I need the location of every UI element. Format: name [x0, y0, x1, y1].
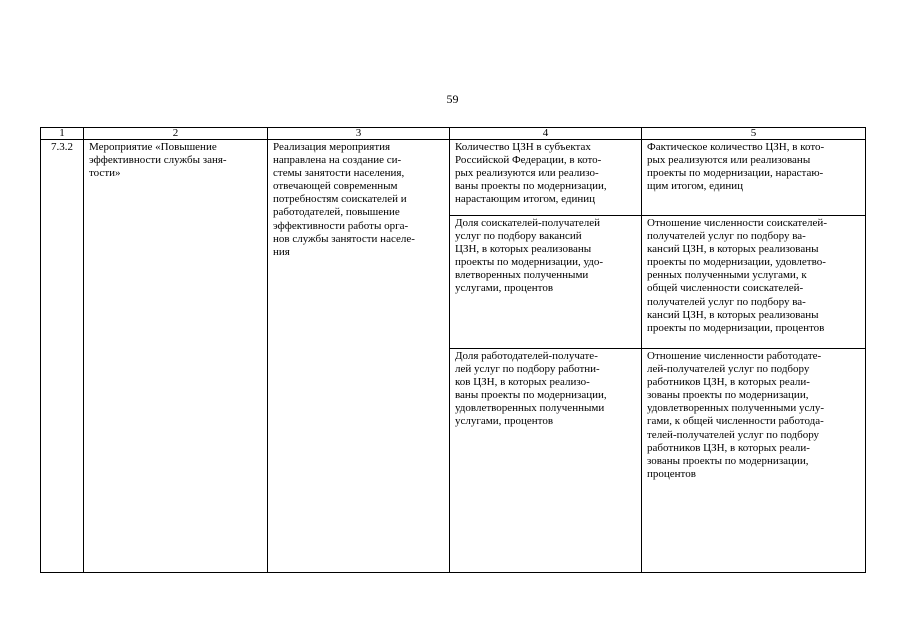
text-line: рых реализуются или реализо- — [455, 167, 599, 180]
table-header-row — [41, 128, 866, 140]
text-line: работников ЦЗН, в которых реали- — [647, 376, 810, 389]
text-line: эффективности работы орга- — [273, 219, 409, 232]
text-line: Реализация мероприятия — [273, 141, 391, 153]
text-line: процентов — [647, 467, 696, 480]
indicator-name-cell — [450, 216, 642, 349]
text-line: Отношение численности соискателей- — [647, 217, 827, 229]
text-line: общей численности соискателей- — [647, 282, 804, 295]
text-line: Доля работодателей-получате- — [455, 350, 598, 362]
text-line: услугами, процентов — [455, 415, 554, 428]
text-line: проекты по модернизации, удовлетво- — [647, 256, 826, 269]
text-line: кансий ЦЗН, в которых реализованы — [647, 308, 819, 321]
text-line: работодателей, повышение — [273, 206, 400, 219]
text-line: направлена на создание си- — [273, 154, 402, 167]
text-line: удовлетворенных полученными — [455, 402, 605, 415]
text-line: проекты по модернизации, удо- — [455, 256, 604, 269]
text-line: влетворенных полученными — [455, 269, 589, 282]
table-row — [41, 140, 866, 216]
text-line: ренных полученными услугами, к — [647, 269, 807, 282]
text-line: нов службы занятости населе- — [273, 232, 415, 245]
text-line: кансий ЦЗН, в которых реализованы — [647, 243, 819, 256]
text-line: рых реализуются или реализованы — [647, 154, 811, 167]
item-number-cell: 7.3.2 — [41, 140, 84, 573]
activity-name-cell — [84, 140, 268, 573]
text-line: нарастающим итогом, единиц — [455, 193, 596, 206]
text-line: получателей услуг по подбору ва- — [647, 230, 806, 243]
column-header: 4 — [450, 128, 642, 140]
text-line: зованы проекты по модернизации, — [647, 389, 809, 402]
text-line: получателей услуг по подбору ва- — [647, 295, 806, 308]
text-line: стемы занятости населения, — [273, 167, 405, 180]
column-header: 1 — [41, 128, 84, 140]
text-line: ЦЗН, в которых реализованы — [455, 243, 592, 256]
text-line: услуг по подбору вакансий — [455, 230, 582, 243]
column-header: 2 — [84, 128, 268, 140]
text-line: ков ЦЗН, в которых реализо- — [455, 376, 590, 389]
text-line: телей-получателей услуг по подбору — [647, 428, 820, 441]
text-line: эффективности службы заня- — [89, 154, 227, 167]
text-line: потребностям соискателей и — [273, 193, 407, 206]
text-line: щим итогом, единиц — [647, 180, 743, 193]
text-line: Количество ЦЗН в субъектах — [455, 141, 591, 153]
text-line: отвечающей современным — [273, 180, 398, 193]
text-line: зованы проекты по модернизации, — [647, 454, 809, 467]
text-line: ваны проекты по модернизации, — [455, 389, 607, 402]
column-header: 5 — [642, 128, 866, 140]
text-line: тости» — [89, 167, 121, 180]
indicator-name-cell — [450, 140, 642, 216]
text-line: лей услуг по подбору работни- — [455, 363, 600, 376]
text-line: Мероприятие «Повышение — [89, 141, 217, 153]
calculation-method-cell — [642, 349, 866, 573]
indicator-name-cell — [450, 349, 642, 573]
text-line: проекты по модернизации, процентов — [647, 321, 825, 334]
text-line: работников ЦЗН, в которых реали- — [647, 441, 810, 454]
page-number: 59 — [446, 92, 459, 106]
calculation-method-cell — [642, 140, 866, 216]
text-line: Российской Федерации, в кото- — [455, 154, 602, 167]
text-line: лей-получателей услуг по подбору — [647, 363, 810, 376]
text-line: услугами, процентов — [455, 282, 554, 295]
text-line: ваны проекты по модернизации, — [455, 180, 607, 193]
text-line: гами, к общей численности работода- — [647, 415, 824, 428]
column-header: 3 — [268, 128, 450, 140]
text-line: Доля соискателей-получателей — [455, 217, 601, 229]
text-line: Фактическое количество ЦЗН, в кото- — [647, 141, 825, 153]
indicator-table — [40, 127, 866, 573]
text-line: удовлетворенных полученными услу- — [647, 402, 824, 415]
text-line: проекты по модернизации, нарастаю- — [647, 167, 824, 180]
calculation-method-cell — [642, 216, 866, 349]
activity-description-cell — [268, 140, 450, 573]
text-line: ния — [273, 245, 290, 258]
text-line: Отношение численности работодате- — [647, 350, 822, 362]
